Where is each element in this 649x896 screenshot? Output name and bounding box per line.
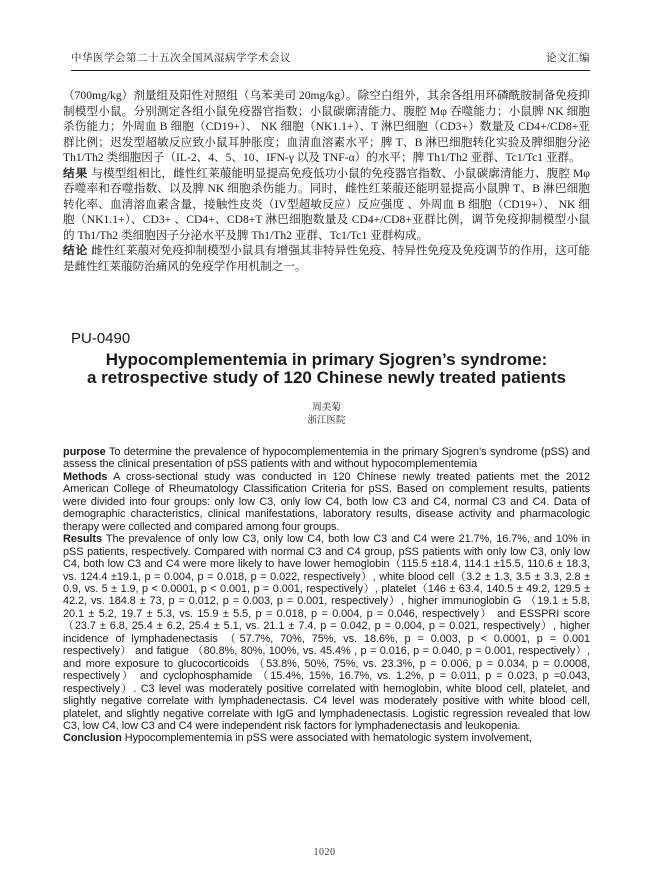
cn-results-paragraph (63, 166, 590, 244)
conclusion-paragraph (63, 732, 590, 744)
header-collection-label: 论文汇编 (546, 53, 590, 64)
chinese-abstract-continuation (63, 88, 590, 274)
paper-affiliation: 浙江医院 (307, 415, 346, 426)
english-abstract (63, 446, 590, 745)
results-text: The prevalence of only low C3, only low C4, both low C3 and C4 were 21.7%, 16.7%, and 10% in pSS patients, respectively. Compared with normal C3 and C4 group, pSS patients with only low C3, only low C4, both low C3 and C4 were more likely to have lower hemoglobin（115.5 ±18.4, 114.1 ±15.5, 110.6 ± 18.3, vs. 124.4 ±19.1, p = 0.004, p = 0.018, p = 0.022, respectively）, white blood cell（3.2 ± 1.3, 3.5 ± 3.3, 2.8 ± 0.9, vs. 5 ± 1.9, p < 0.0001, p < 0.001, p = 0.001, respectively）, platelet（146 ± 63.4, 140.5 ± 49.2, 129.5 ± 42.2, vs. 184.8 ± 73, p = 0.012, p = 0.003, p = 0.001, respectively）, higher immunoglobin G （19.1 ± 5.8, 20.1 ± 5.2, 19.7 ± 5.3, vs. 15.9 ± 5.5, p = 0.018, p = 0.004, p = 0.046, respectively） and ESSPRI score （23.7 ± 6.8, 25.4 ± 6.2, 25.4 ± 5.1, vs. 21.1 ± 7.4, p = 0.042, p = 0.004, p = 0.021, respectively）, higher incidence of lymphadenectasis （57.7%, 70%, 75%, vs. 18.6%, p = 0.003, p < 0.0001, p = 0.001 respectively） and fatigue （80.8%, 80%, 100%, vs. 45.4% , p = 0.016, p = 0.040, p = 0.001, respectively）, and more exposure to glucocorticoids （53.8%, 50%, 75%, vs. 23.3%, p = 0.006, p = 0.034, p = 0.0008, respectively） and cyclophosphamide （15.4%, 15%, 16.7%, vs. 1.2%, p = 0.011, p = 0.023, p =0.043, respectively）. C3 level was moderately positive correlated with hemoglobin, white blood cell, platelet, and slightly negative correlate with lymphadenectasis. C4 level was moderately positive with white blood cell, platelet, and slightly negative correlate with IgG and lymphadenectasis. Logistic regression revealed that low C3, low C4, low C3 and C4 were independent risk factors for lymphadenectasis and leukopenia. (63, 533, 590, 732)
header-conference-title: 中华医学会第二十五次全国风湿病学学术会议 (71, 53, 291, 64)
cn-abstract-body-text: （700mg/kg）剂量组及阳性对照组（乌苯美司 20mg/kg）。除空白组外，其余各组用环磷酰胺制备免疫抑制模型小鼠。分别测定各组小鼠免疫器官指数；小鼠碳廓清能力、腹腔 Mφ 吞噬能力；小鼠脾 NK 细胞杀伤能力；外周血 B 细胞（CD19+）、 NK 细胞（NK1.1+）、T 淋巴细胞（CD3+）数量及 CD4+/CD8+亚群比例；迟发型超敏反应致小鼠耳肿胀度；血清血溶素水平；脾 T、B 淋巴细胞转化实验及脾细胞分泌 Th1/Th2 类细胞因子（IL-2、4、5、10、IFN-γ 以及 TNF-α）的水平；脾 Th1/Th2 亚群、Tc1/Tc1 亚群。 (63, 89, 590, 164)
methods-text: A cross-sectional study was conducted in 120 Chinese newly treated patients met the 2012 American College of Rheumatology Classification Criteria for pSS. Based on complement results, patients were divided into four groups: only low C3, only low C4, both low C3 and C4, normal C3 and C4. Data of demographic characteristics, clinical manifestations, laboratory results, disease activity and pharmacologic therapy were collected and compared among four groups. (63, 470, 591, 533)
purpose-paragraph (63, 446, 590, 471)
cn-conclusion-paragraph (63, 243, 590, 274)
cn-abstract-body-paragraph (63, 88, 590, 166)
conclusion-label: Conclusion (63, 732, 122, 745)
paper-title-line2: a retrospective study of 120 Chinese newly treated patients (87, 367, 566, 387)
results-paragraph (63, 533, 590, 732)
page-footer (0, 847, 649, 858)
running-header (71, 50, 590, 71)
paper-authors: 周美菊 (312, 403, 341, 413)
purpose-text: To determine the prevalence of hypocomplementemia in the primary Sjogren’s syndrome (pSS) and assess the clinical presentation of pSS patients with and without hypocomplementemia (63, 446, 590, 471)
paper-title (63, 351, 590, 386)
cn-conclusion-text: 雌性红莱菔对免疫抑制模型小鼠具有增强其非特异性免疫、特异性免疫及免疫调节的作用，这可能是雌性红莱菔防治痛风的免疫学作用机制之一。 (63, 244, 590, 273)
paper-id: PU-0490 (71, 330, 131, 347)
authors-block (63, 402, 590, 427)
purpose-label: purpose (63, 446, 106, 458)
results-label: Results (63, 533, 102, 546)
paper-title-line1: Hypocomplementemia in primary Sjogren’s syndrome: (105, 350, 548, 369)
cn-conclusion-label: 结论 (63, 244, 89, 257)
cn-results-text: 与模型组相比，雌性红莱菔能明显提高免疫低功小鼠的免疫器官指数、小鼠碳廓清能力、腹腔 Mφ 吞噬率和吞噬指数、以及脾 NK 细胞杀伤能力。同时，雌性红莱菔还能明显提高小鼠脾 T、B 淋巴细胞转化率、血清溶血素含量，接触性皮炎（IV型超敏反应）反应强度 、外周血 B 细胞（CD19+）、 NK 细胞（NK1.1+）、CD3+ 、CD4+、CD8+T 淋巴细胞数量及 CD4+/CD8+亚群比例，调节免疫抑制模型小鼠的 Th1/Th2 类细胞因子分泌水平及脾 Th1/Th2 亚群、Tc1/Tc1 亚群构成。 (63, 166, 590, 242)
page-number: 1020 (313, 847, 336, 858)
methods-paragraph (63, 471, 590, 533)
methods-label: Methods (63, 470, 108, 483)
conclusion-text: Hypocomplementemia in pSS were associated with hematologic system involvement, (124, 732, 532, 745)
cn-results-label: 结果 (63, 166, 89, 180)
paper-heading-block (63, 330, 590, 427)
